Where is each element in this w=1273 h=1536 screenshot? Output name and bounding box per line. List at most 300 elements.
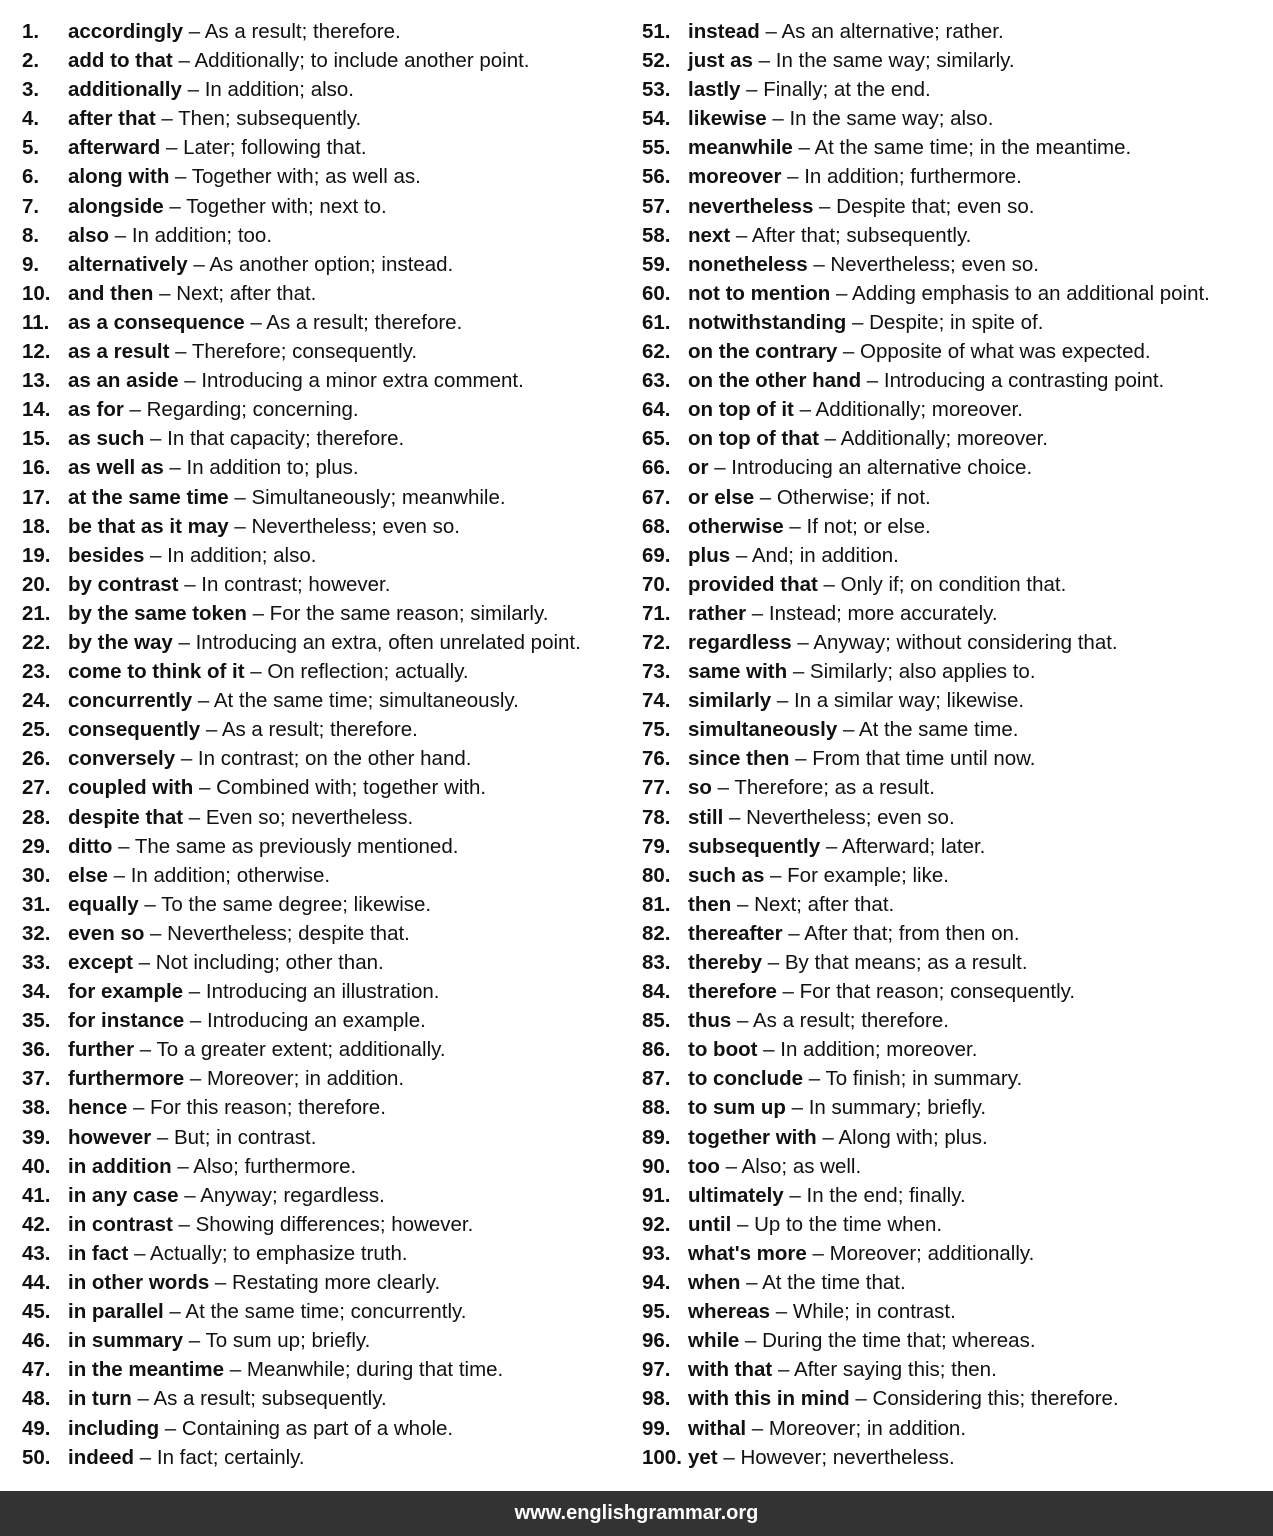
item-number: 96. [642, 1329, 671, 1353]
item-term: except [68, 951, 133, 974]
item-text [68, 1414, 453, 1443]
item-definition: At the same time. [858, 718, 1019, 742]
item-definition: Anyway; regardless. [200, 1183, 385, 1207]
item-separator: – [717, 1445, 741, 1469]
item-definition: To finish; in summary. [825, 1067, 1023, 1091]
item-definition: In the same way; also. [789, 107, 994, 131]
item-number: 24. [22, 689, 51, 713]
item-text [68, 46, 530, 75]
item-separator: – [708, 456, 732, 480]
item-definition: For this reason; therefore. [150, 1096, 386, 1120]
list-item [642, 1093, 1267, 1122]
item-separator: – [132, 951, 156, 974]
list-item [22, 483, 632, 512]
item-number: 25. [22, 718, 51, 742]
list-item [22, 1181, 632, 1210]
item-term: as such [68, 427, 145, 451]
item-term: ditto [68, 834, 113, 858]
item-term: besides [68, 543, 145, 567]
item-number: 94. [642, 1271, 671, 1295]
item-definition: At the same time; concurrently. [185, 1300, 467, 1324]
list-item [642, 1123, 1267, 1152]
item-term: withal [688, 1416, 747, 1440]
item-term: instead [688, 20, 760, 43]
item-number: 6. [22, 165, 40, 189]
item-number: 32. [22, 921, 51, 945]
item-separator: – [789, 747, 813, 771]
list-item [642, 366, 1267, 395]
item-term: simultaneously [688, 718, 838, 742]
item-definition: In addition; too. [131, 223, 273, 247]
item-term: when [688, 1271, 741, 1295]
item-number: 69. [642, 543, 671, 567]
item-number: 28. [22, 805, 51, 829]
item-definition: Nevertheless; despite that. [167, 921, 410, 945]
item-text [688, 1006, 949, 1035]
item-definition: Moreover; in addition. [768, 1416, 967, 1440]
item-text [68, 715, 418, 744]
item-text [68, 628, 581, 657]
item-definition: In the same way; similarly. [775, 49, 1015, 73]
item-number: 47. [22, 1358, 51, 1382]
list-item [22, 308, 632, 337]
item-number: 39. [22, 1125, 51, 1149]
item-number: 68. [642, 514, 671, 538]
item-separator: – [183, 1329, 206, 1353]
item-number: 19. [22, 543, 51, 567]
list-item [22, 832, 632, 861]
item-term: however [68, 1125, 152, 1149]
item-text [688, 1035, 977, 1064]
item-number: 17. [22, 485, 51, 509]
item-definition: Even so; nevertheless. [205, 805, 414, 829]
item-text [688, 483, 931, 512]
item-number: 74. [642, 689, 671, 713]
item-definition: As a result; subsequently. [153, 1387, 387, 1411]
item-definition: The same as previously mentioned. [134, 834, 459, 858]
item-term: alternatively [68, 252, 188, 276]
item-term: what's more [688, 1241, 807, 1265]
list-item [642, 832, 1267, 861]
item-term: plus [688, 543, 731, 567]
item-term: by contrast [68, 572, 179, 596]
item-separator: – [776, 980, 800, 1004]
item-number: 92. [642, 1212, 671, 1236]
item-term: as an aside [68, 369, 179, 393]
item-definition: Therefore; as a result. [734, 776, 935, 800]
list-item [22, 46, 632, 75]
list-item [642, 1064, 1267, 1093]
list-item [642, 1152, 1267, 1181]
item-term: regardless [688, 630, 792, 654]
list-item [642, 948, 1267, 977]
item-definition: In addition; furthermore. [804, 165, 1022, 189]
item-term: for instance [68, 1009, 185, 1033]
item-separator: – [159, 1416, 182, 1440]
item-separator: – [183, 20, 205, 43]
item-number: 18. [22, 514, 51, 538]
item-separator: – [759, 20, 782, 43]
list-item [642, 1414, 1267, 1443]
item-definition: Moreover; additionally. [829, 1241, 1035, 1265]
item-term: furthermore [68, 1067, 185, 1091]
item-number: 14. [22, 398, 51, 422]
item-text [688, 1064, 1022, 1093]
item-number: 59. [642, 252, 671, 276]
item-number: 83. [642, 951, 671, 974]
list-item [22, 628, 632, 657]
item-text [688, 512, 931, 541]
list-item [22, 948, 632, 977]
item-text [68, 803, 413, 832]
item-text [68, 512, 460, 541]
item-term: afterward [68, 136, 161, 160]
item-term: alongside [68, 194, 164, 218]
item-term: and then [68, 281, 154, 305]
list-item [22, 192, 632, 221]
item-term: just as [688, 49, 753, 73]
item-definition: Additionally; moreover. [815, 398, 1023, 422]
item-separator: – [820, 834, 842, 858]
item-text [688, 250, 1039, 279]
item-separator: – [793, 398, 816, 422]
item-text [68, 483, 506, 512]
list-item [22, 1006, 632, 1035]
item-definition: Moreover; in addition. [206, 1067, 405, 1091]
list-item [22, 1035, 632, 1064]
item-text [68, 890, 431, 919]
list-item [22, 1414, 632, 1443]
item-number: 48. [22, 1387, 51, 1411]
item-term: thereby [688, 951, 763, 974]
item-separator: – [807, 252, 831, 276]
item-text [68, 221, 272, 250]
item-number: 12. [22, 340, 51, 364]
item-text [68, 104, 361, 133]
item-number: 33. [22, 951, 51, 974]
item-separator: – [172, 630, 196, 654]
list-item [22, 424, 632, 453]
item-separator: – [169, 165, 192, 189]
item-term: such as [688, 863, 765, 887]
list-item [642, 424, 1267, 453]
item-number: 71. [642, 601, 671, 625]
item-text [68, 744, 471, 773]
item-text [688, 628, 1118, 657]
item-separator: – [151, 1125, 174, 1149]
item-separator: – [228, 485, 252, 509]
item-separator: – [178, 572, 202, 596]
item-term: since then [688, 747, 790, 771]
item-text [688, 1443, 955, 1472]
list-item [22, 570, 632, 599]
item-definition: Additionally; moreover. [840, 427, 1048, 451]
list-item [22, 1297, 632, 1326]
item-definition: To the same degree; likewise. [161, 892, 432, 916]
list-item [642, 628, 1267, 657]
item-definition: For the same reason; similarly. [269, 601, 549, 625]
item-term: be that as it may [68, 514, 229, 538]
item-separator: – [783, 514, 807, 538]
item-number: 52. [642, 49, 671, 73]
item-term: at the same time [68, 485, 229, 509]
item-separator: – [806, 1241, 830, 1265]
item-term: in any case [68, 1183, 179, 1207]
item-definition: Introducing a minor extra comment. [201, 369, 524, 393]
item-text [688, 192, 1034, 221]
item-text [68, 948, 384, 977]
item-term: thereafter [688, 921, 783, 945]
item-term: also [68, 223, 110, 247]
item-separator: – [171, 1154, 194, 1178]
item-definition: After saying this; then. [793, 1358, 997, 1382]
item-definition: Along with; plus. [838, 1125, 988, 1149]
item-definition: Despite; in spite of. [869, 310, 1044, 334]
item-separator: – [228, 514, 252, 538]
list-item [22, 1443, 632, 1472]
item-text [688, 1355, 997, 1384]
item-number: 72. [642, 630, 671, 654]
item-number: 50. [22, 1445, 51, 1469]
list-item [642, 1035, 1267, 1064]
item-separator: – [783, 1183, 807, 1207]
item-text [68, 1035, 446, 1064]
item-definition: While; in contrast. [792, 1300, 956, 1324]
item-definition: As a result; therefore. [221, 718, 418, 742]
item-term: by the same token [68, 601, 247, 625]
list-item [22, 686, 632, 715]
item-text [68, 1181, 385, 1210]
item-text [68, 1093, 386, 1122]
item-term: including [68, 1416, 160, 1440]
item-definition: Similarly; also applies to. [809, 660, 1036, 684]
item-number: 100. [642, 1445, 682, 1469]
item-separator: – [131, 1387, 154, 1411]
item-definition: In contrast; however. [201, 572, 391, 596]
item-separator: – [112, 834, 135, 858]
item-definition: Introducing an alternative choice. [731, 456, 1033, 480]
item-separator: – [785, 1096, 809, 1120]
item-number: 61. [642, 310, 671, 334]
item-separator: – [803, 1067, 826, 1091]
item-definition: In addition; also. [204, 78, 354, 102]
item-separator: – [746, 601, 769, 625]
list-item [642, 715, 1267, 744]
item-text [68, 395, 359, 424]
item-text [68, 1443, 305, 1472]
item-text [688, 948, 1028, 977]
item-definition: Introducing an illustration. [205, 980, 440, 1004]
list-item [642, 686, 1267, 715]
item-number: 95. [642, 1300, 671, 1324]
item-separator: – [791, 630, 814, 654]
item-text [688, 279, 1210, 308]
item-separator: – [730, 223, 752, 247]
item-number: 97. [642, 1358, 671, 1382]
item-separator: – [144, 543, 168, 567]
item-number: 20. [22, 572, 51, 596]
item-definition: Meanwhile; during that time. [246, 1358, 504, 1382]
list-item [642, 1297, 1267, 1326]
item-text [68, 1064, 404, 1093]
item-definition: Anyway; without considering that. [813, 630, 1118, 654]
item-term: with that [688, 1358, 773, 1382]
item-separator: – [163, 456, 187, 480]
item-term: until [688, 1212, 732, 1236]
item-number: 42. [22, 1212, 51, 1236]
item-text [688, 1268, 906, 1297]
item-text [68, 75, 354, 104]
item-separator: – [184, 1009, 207, 1033]
item-text [688, 570, 1066, 599]
item-term: with this in mind [688, 1387, 850, 1411]
item-number: 37. [22, 1067, 51, 1091]
item-term: nevertheless [688, 194, 814, 218]
item-separator: – [244, 310, 267, 334]
item-definition: But; in contrast. [173, 1125, 317, 1149]
item-number: 55. [642, 136, 671, 160]
item-number: 31. [22, 892, 51, 916]
item-number: 66. [642, 456, 671, 480]
item-text [688, 541, 899, 570]
item-term: same with [688, 660, 788, 684]
item-separator: – [246, 601, 270, 625]
item-term: even so [68, 921, 145, 945]
item-number: 34. [22, 980, 51, 1004]
item-definition: Instead; more accurately. [768, 601, 998, 625]
item-separator: – [192, 689, 214, 713]
item-definition: Regarding; concerning. [146, 398, 359, 422]
item-number: 23. [22, 660, 51, 684]
list-item [642, 1443, 1267, 1472]
item-definition: Then; subsequently. [178, 107, 362, 131]
item-number: 1. [22, 20, 40, 43]
item-number: 7. [22, 194, 40, 218]
item-separator: – [172, 1212, 196, 1236]
list-item [642, 279, 1267, 308]
list-item [642, 512, 1267, 541]
item-number: 57. [642, 194, 671, 218]
item-definition: As an alternative; rather. [781, 20, 1004, 43]
item-number: 67. [642, 485, 671, 509]
list-item [642, 861, 1267, 890]
item-term: in addition [68, 1154, 172, 1178]
item-number: 11. [22, 310, 50, 334]
item-number: 30. [22, 863, 51, 887]
item-definition: In that capacity; therefore. [167, 427, 405, 451]
item-number: 70. [642, 572, 671, 596]
item-number: 86. [642, 1038, 671, 1062]
item-number: 89. [642, 1125, 671, 1149]
item-term: after that [68, 107, 156, 131]
item-text [68, 1297, 466, 1326]
list-item [642, 221, 1267, 250]
item-separator: – [792, 136, 815, 160]
item-definition: In contrast; on the other hand. [197, 747, 472, 771]
item-text [688, 861, 949, 890]
list-item [642, 1181, 1267, 1210]
item-number: 40. [22, 1154, 51, 1178]
list-item [642, 803, 1267, 832]
list-item [642, 599, 1267, 628]
item-text [68, 919, 410, 948]
item-text [688, 308, 1043, 337]
item-definition: From that time until now. [812, 747, 1036, 771]
item-text [68, 1006, 426, 1035]
item-definition: Introducing an example. [207, 1009, 426, 1033]
list-item [642, 1210, 1267, 1239]
item-text [688, 686, 1024, 715]
item-number: 99. [642, 1416, 671, 1440]
list-item [22, 715, 632, 744]
item-text [688, 832, 985, 861]
item-separator: – [719, 1154, 742, 1178]
item-text [688, 1326, 1036, 1355]
item-definition: Together with; as well as. [191, 165, 421, 189]
item-separator: – [155, 107, 179, 131]
item-definition: Actually; to emphasize truth. [150, 1241, 408, 1265]
list-item [22, 337, 632, 366]
item-text [68, 133, 367, 162]
list-item [22, 657, 632, 686]
item-separator: – [134, 1445, 157, 1469]
item-text [68, 192, 387, 221]
item-number: 41. [22, 1183, 51, 1207]
item-text [68, 570, 390, 599]
item-separator: – [172, 49, 195, 73]
item-text [68, 1123, 316, 1152]
list-item [22, 1355, 632, 1384]
item-text [688, 1239, 1034, 1268]
list-item [642, 919, 1267, 948]
item-number: 53. [642, 78, 671, 102]
item-definition: For that reason; consequently. [799, 980, 1076, 1004]
item-separator: – [849, 1387, 873, 1411]
list-item [22, 221, 632, 250]
item-definition: In addition; also. [167, 543, 317, 567]
item-number: 5. [22, 136, 40, 160]
item-number: 51. [642, 20, 671, 43]
item-definition: At the same time; simultaneously. [213, 689, 519, 713]
item-separator: – [752, 49, 776, 73]
item-number: 13. [22, 369, 51, 393]
item-text [68, 366, 524, 395]
item-text [688, 1152, 861, 1181]
item-number: 93. [642, 1241, 671, 1265]
list-item [642, 1268, 1267, 1297]
item-definition: After that; subsequently. [751, 223, 972, 247]
footer-url: www.englishgrammar.org [514, 1502, 759, 1524]
item-definition: By that means; as a result. [784, 951, 1028, 974]
item-term: on top of it [688, 398, 794, 422]
list-item [22, 1384, 632, 1413]
item-number: 43. [22, 1241, 51, 1265]
item-term: conversely [68, 747, 176, 771]
item-term: consequently [68, 718, 201, 742]
list-item [22, 803, 632, 832]
item-term: so [688, 776, 712, 800]
item-text [688, 773, 935, 802]
item-number: 36. [22, 1038, 51, 1062]
item-separator: – [184, 1067, 207, 1091]
item-number: 81. [642, 892, 671, 916]
item-text [68, 1326, 370, 1355]
item-separator: – [861, 369, 884, 393]
item-number: 80. [642, 863, 671, 887]
item-text [688, 657, 1036, 686]
item-separator: – [766, 107, 790, 131]
item-text [68, 1239, 408, 1268]
